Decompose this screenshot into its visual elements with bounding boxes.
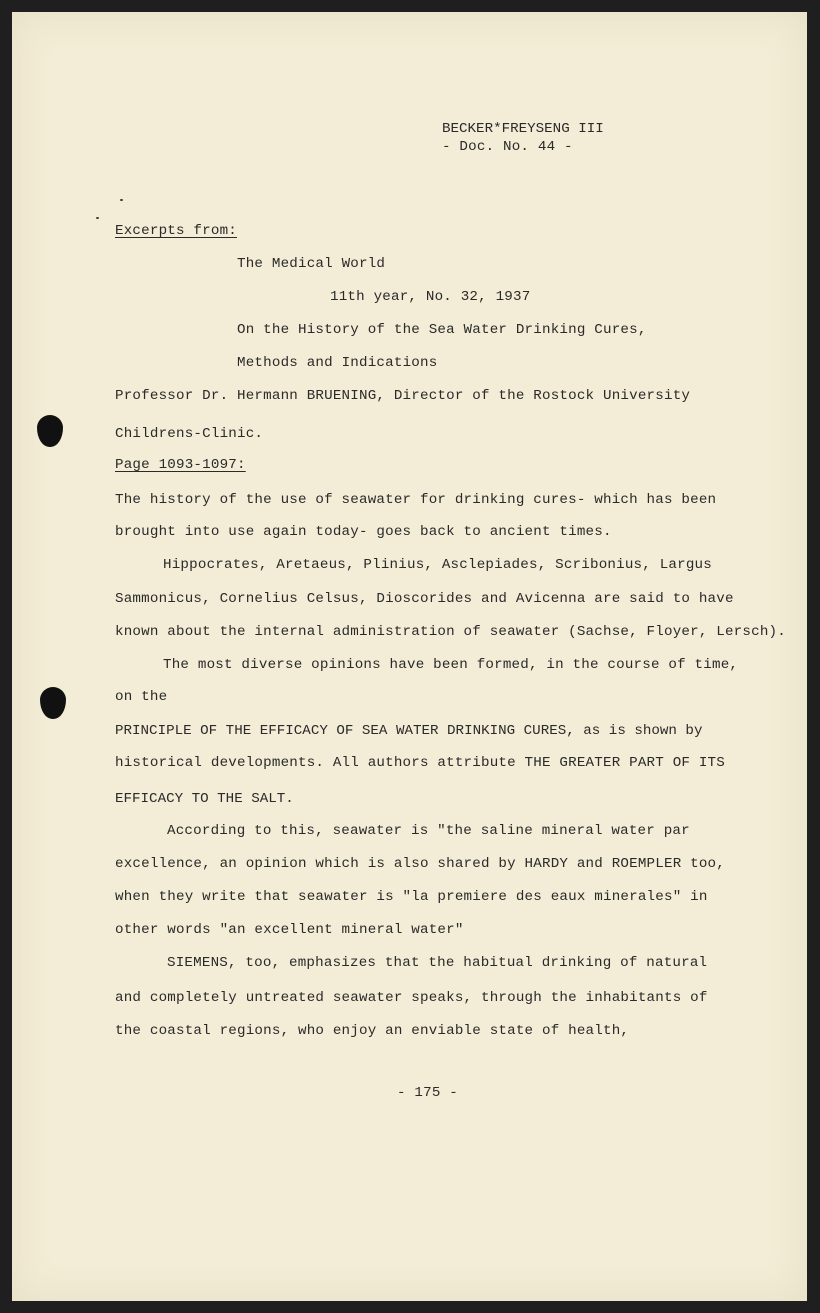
body-line: other words "an excellent mineral water" — [115, 922, 464, 938]
page-range: Page 1093-1097: — [115, 457, 246, 473]
body-line: Sammonicus, Cornelius Celsus, Dioscorides and Avicenna are said to have — [115, 591, 734, 607]
body-line: The most diverse opinions have been formed, in the course of time, — [163, 657, 739, 673]
ink-speck — [96, 217, 99, 219]
body-line: The history of the use of seawater for drinking cures- which has been — [115, 492, 717, 508]
body-line: historical developments. All authors attribute THE GREATER PART OF ITS — [115, 755, 725, 771]
body-line: EFFICACY TO THE SALT. — [115, 791, 294, 807]
ink-speck — [120, 199, 123, 201]
journal-issue: 11th year, No. 32, 1937 — [330, 289, 531, 305]
body-line: known about the internal administration of seawater (Sachse, Floyer, Lersch). — [115, 624, 786, 640]
author-line-1: Professor Dr. Hermann BRUENING, Director of the Rostock University — [115, 388, 691, 404]
body-line: SIEMENS, too, emphasizes that the habitual drinking of natural — [167, 955, 708, 971]
excerpts-label: Excerpts from: — [115, 223, 237, 239]
article-title-line-2: Methods and Indications — [237, 355, 438, 371]
body-line: PRINCIPLE OF THE EFFICACY OF SEA WATER DRINKING CURES, as is shown by — [115, 723, 703, 739]
doc-number: - Doc. No. 44 - — [442, 139, 573, 155]
body-line: According to this, seawater is "the saline mineral water par — [167, 823, 690, 839]
body-line: brought into use again today- goes back to ancient times. — [115, 524, 612, 540]
body-line: and completely untreated seawater speaks, through the inhabitants of — [115, 990, 708, 1006]
body-line: the coastal regions, who enjoy an enviable state of health, — [115, 1023, 630, 1039]
body-line: excellence, an opinion which is also shared by HARDY and ROEMPLER too, — [115, 856, 725, 872]
page-number: - 175 - — [397, 1085, 458, 1101]
body-line: when they write that seawater is "la premiere des eaux minerales" in — [115, 889, 708, 905]
author-line-2: Childrens-Clinic. — [115, 426, 264, 442]
punch-hole-bottom — [40, 687, 66, 719]
article-title-line-1: On the History of the Sea Water Drinking Cures, — [237, 322, 647, 338]
body-line: Hippocrates, Aretaeus, Plinius, Asclepiades, Scribonius, Largus — [163, 557, 712, 573]
journal-title: The Medical World — [237, 256, 386, 272]
document-page — [12, 12, 807, 1301]
body-line: on the — [115, 689, 168, 705]
punch-hole-top — [37, 415, 63, 447]
case-header: BECKER*FREYSENG III — [442, 121, 604, 137]
